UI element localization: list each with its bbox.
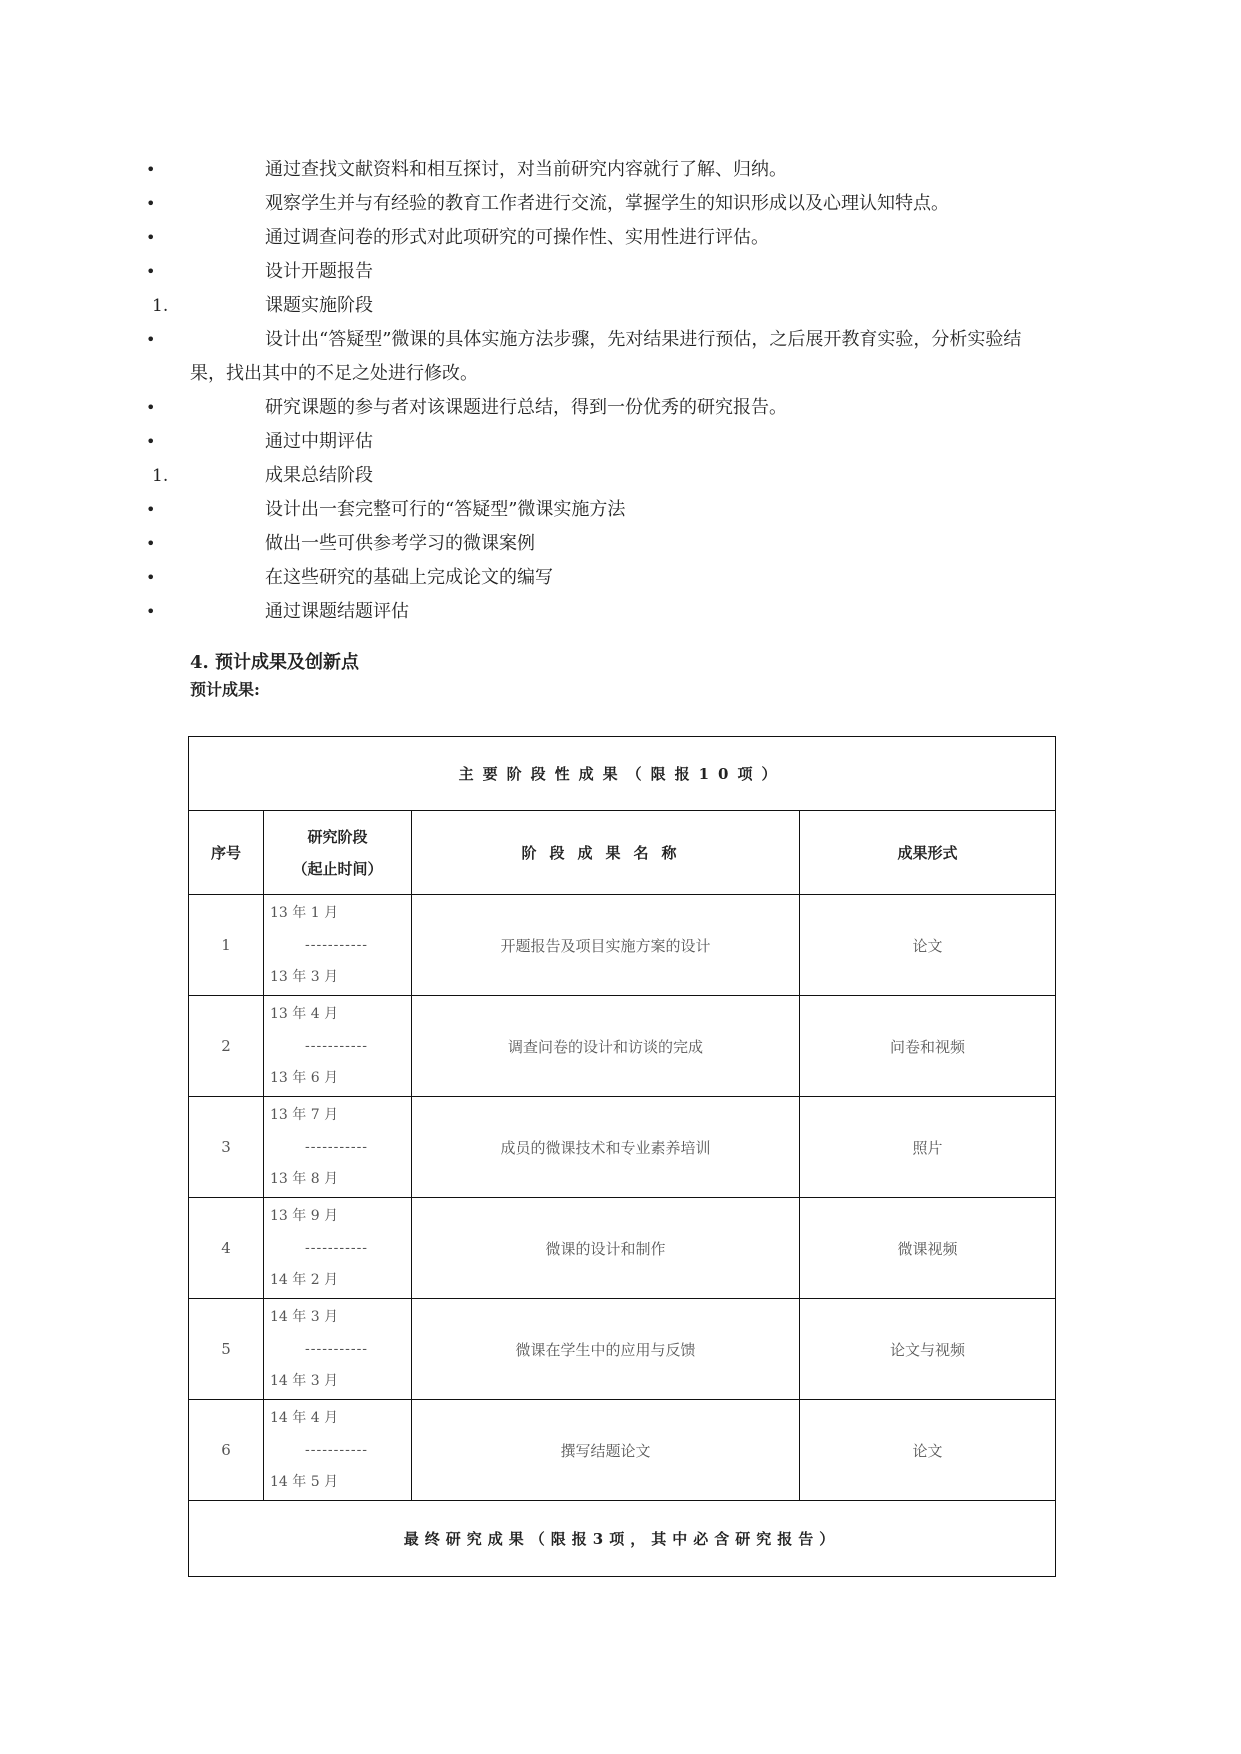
list-item bbox=[0, 255, 1241, 289]
list-item bbox=[0, 527, 1241, 561]
row-stage bbox=[264, 1299, 412, 1400]
row-result-name: 开题报告及项目实施方案的设计 bbox=[412, 895, 800, 996]
list-item bbox=[0, 459, 1241, 493]
header-index: 序号 bbox=[189, 811, 264, 895]
list-item bbox=[0, 289, 1241, 323]
header-stage bbox=[264, 811, 412, 895]
section-title: 4. 预计成果及创新点 bbox=[190, 652, 360, 673]
row-result-form: 问卷和视频 bbox=[800, 996, 1056, 1097]
stage-start: 13 年 1 月 bbox=[270, 905, 339, 921]
stage-start: 14 年 3 月 bbox=[270, 1309, 339, 1325]
bullet-marker: • bbox=[146, 602, 156, 621]
row-index: 1 bbox=[189, 895, 264, 996]
stage-start: 13 年 4 月 bbox=[270, 1006, 339, 1022]
bullet-marker: • bbox=[146, 160, 156, 179]
list-item bbox=[0, 493, 1241, 527]
stage-start: 13 年 7 月 bbox=[270, 1107, 339, 1123]
stage-dash: ----------- bbox=[305, 937, 369, 953]
table-row bbox=[189, 895, 1056, 996]
bullet-marker: • bbox=[146, 398, 156, 417]
row-stage bbox=[264, 996, 412, 1097]
stage-start: 14 年 4 月 bbox=[270, 1410, 339, 1426]
stage-dash: ----------- bbox=[305, 1139, 369, 1155]
list-item-text: 设计出一套完整可行的“答疑型”微课实施方法 bbox=[265, 499, 626, 520]
stage-dash: ----------- bbox=[305, 1442, 369, 1458]
stage-start: 13 年 9 月 bbox=[270, 1208, 339, 1224]
row-result-name: 微课在学生中的应用与反馈 bbox=[412, 1299, 800, 1400]
row-index: 5 bbox=[189, 1299, 264, 1400]
list-item-text: 通过查找文献资料和相互探讨，对当前研究内容就行了解、归纳。 bbox=[265, 159, 787, 180]
stage-end: 13 年 8 月 bbox=[270, 1171, 339, 1187]
bullet-marker: • bbox=[146, 534, 156, 553]
bullet-marker: • bbox=[146, 228, 156, 247]
list-item-text: 课题实施阶段 bbox=[265, 295, 373, 316]
row-index: 6 bbox=[189, 1400, 264, 1501]
list-item-text: 通过中期评估 bbox=[265, 431, 373, 452]
table-row bbox=[189, 1198, 1056, 1299]
table-banner: 主要阶段性成果（限报10项） bbox=[189, 737, 1056, 811]
stage-end: 14 年 5 月 bbox=[270, 1474, 339, 1490]
list-item-text: 设计出“答疑型”微课的具体实施方法步骤，先对结果进行预估，之后展开教育实验，分析实验结果，找出其中的不足之处进行修改。 bbox=[190, 329, 1022, 384]
stage-dash: ----------- bbox=[305, 1341, 369, 1357]
header-stage-line2: （起止时间） bbox=[292, 859, 383, 878]
table-header-row bbox=[189, 811, 1056, 895]
table-row bbox=[189, 1400, 1056, 1501]
results-table bbox=[188, 736, 1056, 1577]
bullet-marker: • bbox=[146, 330, 156, 349]
stage-dash: ----------- bbox=[305, 1240, 369, 1256]
row-result-form: 论文 bbox=[800, 1400, 1056, 1501]
bullet-marker: • bbox=[146, 500, 156, 519]
table-row bbox=[189, 996, 1056, 1097]
list-item bbox=[0, 221, 1241, 255]
bullet-marker: • bbox=[146, 568, 156, 587]
section-subtitle: 预计成果: bbox=[190, 680, 260, 699]
row-result-form: 微课视频 bbox=[800, 1198, 1056, 1299]
header-form: 成果形式 bbox=[800, 811, 1056, 895]
row-stage bbox=[264, 1198, 412, 1299]
stage-end: 13 年 3 月 bbox=[270, 969, 339, 985]
bullet-marker: • bbox=[146, 194, 156, 213]
list-item-text: 在这些研究的基础上完成论文的编写 bbox=[265, 567, 553, 588]
table-row bbox=[189, 1299, 1056, 1400]
bullet-marker: • bbox=[146, 432, 156, 451]
list-number: 1. bbox=[152, 296, 169, 316]
list-item-text: 观察学生并与有经验的教育工作者进行交流，掌握学生的知识形成以及心理认知特点。 bbox=[265, 193, 949, 214]
table-final-row: 最终研究成果（限报3项，其中必含研究报告） bbox=[189, 1501, 1056, 1577]
list-item-text: 做出一些可供参考学习的微课案例 bbox=[265, 533, 535, 554]
body-list bbox=[0, 153, 1241, 629]
list-item bbox=[0, 595, 1241, 629]
list-item bbox=[0, 187, 1241, 221]
row-result-form: 论文 bbox=[800, 895, 1056, 996]
list-item-text: 成果总结阶段 bbox=[265, 465, 373, 486]
list-item bbox=[0, 561, 1241, 595]
table-row bbox=[189, 1097, 1056, 1198]
row-stage bbox=[264, 1097, 412, 1198]
stage-end: 14 年 3 月 bbox=[270, 1373, 339, 1389]
list-item-text: 设计开题报告 bbox=[265, 261, 373, 282]
header-name: 阶段成果名称 bbox=[412, 811, 800, 895]
row-result-name: 微课的设计和制作 bbox=[412, 1198, 800, 1299]
list-item bbox=[0, 323, 1241, 391]
row-result-name: 成员的微课技术和专业素养培训 bbox=[412, 1097, 800, 1198]
row-result-form: 论文与视频 bbox=[800, 1299, 1056, 1400]
row-result-form: 照片 bbox=[800, 1097, 1056, 1198]
list-item bbox=[0, 391, 1241, 425]
list-item-text: 通过调查问卷的形式对此项研究的可操作性、实用性进行评估。 bbox=[265, 227, 769, 248]
list-number: 1. bbox=[152, 466, 169, 486]
stage-dash: ----------- bbox=[305, 1038, 369, 1054]
stage-end: 14 年 2 月 bbox=[270, 1272, 339, 1288]
row-stage bbox=[264, 1400, 412, 1501]
list-item bbox=[0, 153, 1241, 187]
header-stage-line1: 研究阶段 bbox=[307, 827, 368, 846]
row-index: 4 bbox=[189, 1198, 264, 1299]
row-result-name: 调查问卷的设计和访谈的完成 bbox=[412, 996, 800, 1097]
list-item-text: 通过课题结题评估 bbox=[265, 601, 409, 622]
row-index: 3 bbox=[189, 1097, 264, 1198]
list-item-text: 研究课题的参与者对该课题进行总结，得到一份优秀的研究报告。 bbox=[265, 397, 787, 418]
row-stage bbox=[264, 895, 412, 996]
bullet-marker: • bbox=[146, 262, 156, 281]
list-item bbox=[0, 425, 1241, 459]
stage-end: 13 年 6 月 bbox=[270, 1070, 339, 1086]
row-index: 2 bbox=[189, 996, 264, 1097]
row-result-name: 撰写结题论文 bbox=[412, 1400, 800, 1501]
